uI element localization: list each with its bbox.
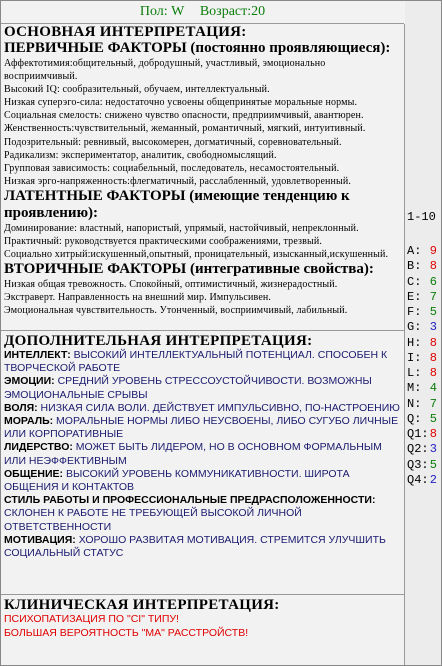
factor-name: Q3: [407, 457, 429, 472]
primary-factors-title: ПЕРВИЧНЫЕ ФАКТОРЫ (постоянно проявляющиеся): [4, 40, 391, 56]
factor-name: C: [407, 274, 422, 289]
additional-interpretation-section [1, 331, 404, 595]
factor-score-row [405, 397, 441, 412]
factor-score-row [405, 275, 441, 290]
additional-item [4, 441, 401, 467]
clinical-interpretation-title: КЛИНИЧЕСКАЯ ИНТЕРПРЕТАЦИЯ: [4, 597, 280, 613]
factor-score-row [405, 412, 441, 427]
factor-name: Q2: [407, 442, 429, 457]
additional-item-label: СТИЛЬ РАБОТЫ И ПРОФЕССИОНАЛЬНЫЕ ПРЕДРАСПОЛОЖЕННОСТИ: [4, 494, 376, 507]
clinical-item: ПСИХОПАТИЗАЦИЯ ПО "СI" ТИПУ! [4, 613, 179, 625]
factor-score-row [405, 336, 441, 351]
additional-item-text: ВЫСОКИЙ ИНТЕЛЛЕКТУАЛЬНЫЙ ПОТЕНЦИАЛ. СПОСОБЕН К ТВОРЧЕСКОЙ РАБОТЕ [4, 349, 388, 375]
secondary-factors-title: ВТОРИЧНЫЕ ФАКТОРЫ (интегративные свойства): [4, 261, 374, 278]
additional-item-label: ЛИДЕРСТВО: [4, 441, 73, 454]
factor-score-row [405, 366, 441, 381]
additional-item-label: ВОЛЯ: [4, 401, 38, 414]
factor-value: 8 [429, 350, 437, 365]
main-panel [1, 24, 405, 665]
interpretation-line: Экстраверт. Направленность на внешний мир. Импульсивен. [4, 292, 272, 304]
factor-name: Q4: [407, 472, 429, 487]
factor-score-row [405, 244, 441, 259]
factor-value: 5 [429, 411, 437, 426]
additional-interpretation-title: ДОПОЛНИТЕЛЬНАЯ ИНТЕРПРЕТАЦИЯ: [4, 333, 313, 349]
additional-item-label: МОТИВАЦИЯ: [4, 533, 76, 546]
factor-name: Q1: [407, 427, 429, 441]
interpretation-line: Высокий IQ: сообразительный, обучаем, интеллектуальный. [4, 84, 270, 96]
factor-value: 8 [429, 366, 437, 380]
latent-factors-title: ЛАТЕНТНЫЕ ФАКТОРЫ (имеющие тенденцию к проявлению): [4, 187, 350, 221]
factor-value: 8 [429, 427, 437, 441]
factor-value: 6 [429, 274, 437, 289]
interpretation-line: Социальная смелость: снижено чувство опасности, предприимчивый, авантюрен. [4, 110, 364, 122]
additional-item [4, 534, 401, 560]
factor-value: 2 [429, 472, 437, 487]
factor-value: 5 [429, 457, 437, 472]
additional-item-text: СРЕДНИЙ УРОВЕНЬ СТРЕССОУСТОЙЧИВОСТИ. ВОЗМОЖНЫ ЭМОЦИОНАЛЬНЫЕ СРЫВЫ [4, 375, 372, 401]
interpretation-line: Подозрительный: ревнивый, высокомерен, догматичный, соревновательный. [4, 136, 342, 148]
factor-value: 3 [429, 442, 437, 457]
additional-item [4, 375, 401, 401]
gender-label: Пол: W [139, 4, 185, 19]
factor-value: 4 [429, 381, 437, 396]
interpretation-line: Низкая суперэго-сила: недостаточно усвоены общепринятые моральные нормы. [4, 97, 358, 109]
additional-item-label: МОРАЛЬ: [4, 415, 54, 428]
factor-value: 7 [429, 396, 437, 411]
main-interpretation-section [1, 24, 404, 331]
factor-name: Q: [407, 411, 422, 426]
factor-score-row [405, 290, 441, 305]
additional-item [4, 415, 401, 441]
factor-score-row [405, 259, 441, 274]
factor-name: N: [407, 396, 422, 411]
factor-score-row [405, 305, 441, 320]
interpretation-line: Низкая общая тревожность. Спокойный, оптимистичный, жизнерадостный. [4, 279, 338, 291]
factor-score-row [405, 458, 441, 473]
main-interpretation-title: ОСНОВНАЯ ИНТЕРПРЕТАЦИЯ: [4, 24, 247, 40]
factor-value: 5 [429, 305, 437, 319]
interpretation-line: Низкая эрго-напряженность:флегматичный, расслабленный, удовлетворенный. [4, 175, 352, 187]
additional-item-text: НИЗКАЯ СИЛА ВОЛИ. ДЕЙСТВУЕТ ИМПУЛЬСИВНО, ПО-НАСТРОЕНИЮ [37, 401, 400, 414]
factor-score-row [405, 381, 441, 396]
factor-value: 7 [429, 289, 437, 304]
factor-score-row [405, 442, 441, 457]
interpretation-line: Социально хитрый:искушенный,опытный, проницательный, изысканный,искушенный. [4, 249, 389, 261]
latent-factors-list [4, 222, 401, 261]
factor-name: L: [407, 366, 422, 380]
factor-score-row [405, 320, 441, 335]
factor-value: 8 [429, 335, 437, 350]
factor-name: M: [407, 381, 422, 396]
factor-value: 9 [429, 244, 437, 258]
interpretation-line: Эмоциональная чувствительность. Утонченный, восприимчивый, лабильный. [4, 305, 348, 317]
clinical-interpretation-list [4, 613, 401, 640]
additional-item [4, 468, 401, 494]
additional-item [4, 402, 401, 415]
additional-item-text: ВЫСОКИЙ УРОВЕНЬ КОММУНИКАТИВНОСТИ. ШИРОТА ОБЩЕНИЯ И КОНТАКТОВ [4, 467, 350, 494]
interpretation-line: Групповая зависимость: социабельный, последователь, несамостоятельный. [4, 162, 340, 174]
factor-score-row [405, 427, 441, 442]
additional-item-text: ХОРОШО РАЗВИТАЯ МОТИВАЦИЯ. СТРЕМИТСЯ УЛУЧШИТЬ СОЦИАЛЬНЫЙ СТАТУС [4, 533, 386, 560]
clinical-item: БОЛЬШАЯ ВЕРОЯТНОСТЬ "МА" РАССТРОЙСТВ! [4, 626, 249, 639]
additional-item [4, 494, 401, 534]
additional-item-text: МОРАЛЬНЫЕ НОРМЫ ЛИБО НЕУСВОЕНЫ, ЛИБО СУГУБО ЛИЧНЫЕ ИЛИ КОРПОРАТИВНЫЕ [4, 415, 399, 441]
factor-value: 3 [429, 320, 437, 335]
interpretation-line: Практичный: руководствуется практическими соображениями, трезвый. [4, 236, 323, 248]
factor-name: I: [407, 350, 422, 365]
factor-name: F: [407, 305, 422, 319]
factor-value: 8 [429, 259, 437, 274]
interpretation-line: Доминирование: властный, напористый, упрямый, настойчивый, непреклонный. [4, 222, 359, 234]
factor-name: H: [407, 335, 422, 350]
additional-item [4, 349, 401, 375]
secondary-factors-list [4, 278, 401, 317]
scale-label: 1-10 [407, 210, 436, 224]
age-label: Возраст:20 [199, 4, 266, 19]
factor-score-row [405, 351, 441, 366]
interpretation-line: Женственность:чувствительный, жеманный, романтичный, мягкий, интуитивный. [4, 123, 366, 135]
clinical-interpretation-section [1, 595, 404, 642]
additional-interpretation-list [4, 349, 401, 560]
primary-factors-list [4, 57, 401, 188]
factor-score-row [405, 473, 441, 488]
additional-item-label: ИНТЕЛЛЕКТ: [4, 349, 71, 361]
additional-item-label: ОБЩЕНИЕ: [4, 467, 64, 480]
additional-item-text: МОЖЕТ БЫТЬ ЛИДЕРОМ, НО В ОСНОВНОМ ФОРМАЛЬНЫМ ИЛИ НЕЭФФЕКТИВНЫМ [4, 441, 382, 467]
factor-name: A: [407, 244, 422, 258]
factor-name: E: [407, 289, 422, 304]
additional-item-label: ЭМОЦИИ: [4, 375, 55, 388]
factor-name: G: [407, 320, 422, 335]
factor-name: B: [407, 259, 422, 274]
additional-item-text: СКЛОНЕН К РАБОТЕ НЕ ТРЕБУЮЩЕЙ ВЫСОКОЙ ЛИЧНОЙ ОТВЕТСТВЕННОСТИ [4, 507, 302, 533]
interpretation-line: Аффектотимия:общительный, добродушный, участливый, эмоционально восприимчивый. [4, 58, 326, 83]
interpretation-line: Радикализм: экспериментатор, аналитик, свободномыслящий. [4, 149, 277, 161]
factor-scores-list [405, 244, 441, 488]
header-bar [1, 1, 404, 24]
